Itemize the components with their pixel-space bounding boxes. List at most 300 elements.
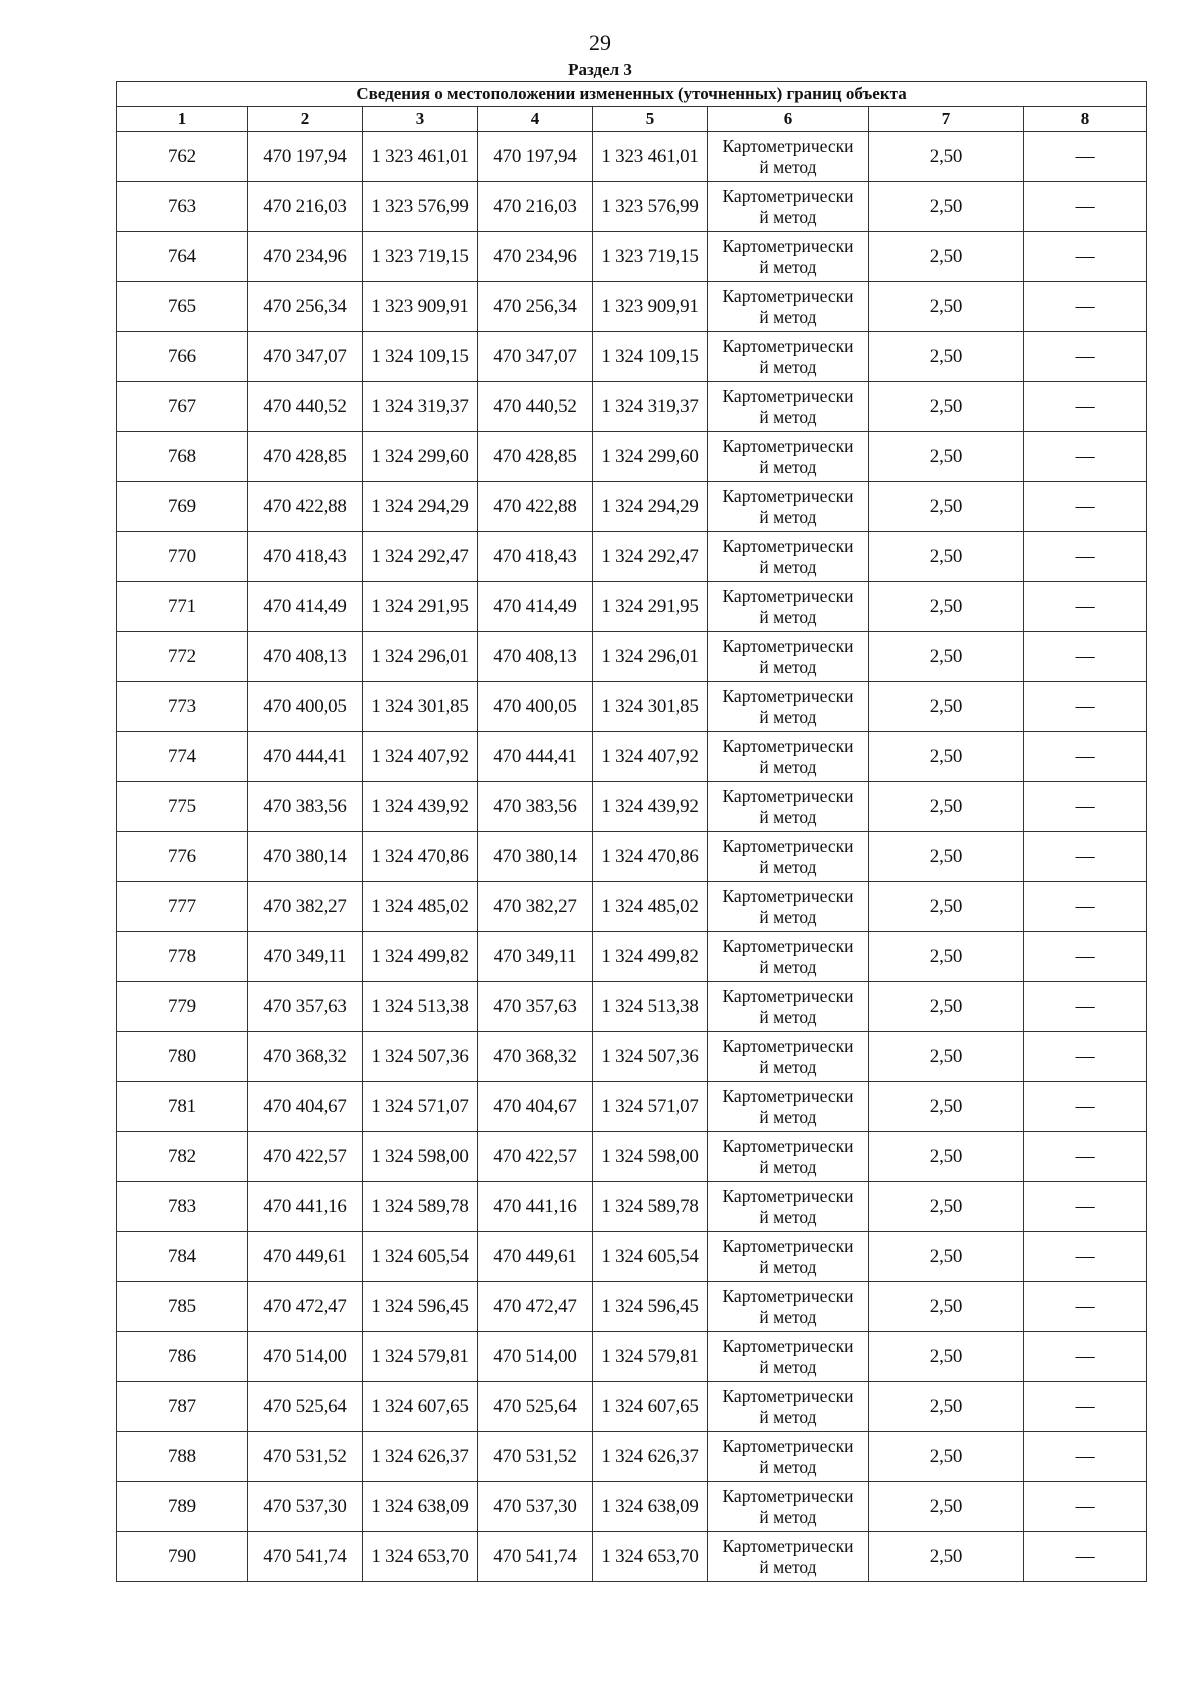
point-number-cell: 769 bbox=[117, 482, 248, 532]
method-text-line1: Картометрически bbox=[722, 285, 854, 306]
x-old-cell: 470 418,43 bbox=[248, 532, 363, 582]
method-text-line1: Картометрически bbox=[722, 435, 854, 456]
note-cell: — bbox=[1024, 132, 1147, 182]
x-new-cell: 470 428,85 bbox=[478, 432, 593, 482]
method-cell bbox=[708, 1282, 869, 1332]
x-new-cell: 470 197,94 bbox=[478, 132, 593, 182]
y-new-cell: 1 324 294,29 bbox=[593, 482, 708, 532]
x-new-cell: 470 440,52 bbox=[478, 382, 593, 432]
y-new-cell: 1 323 576,99 bbox=[593, 182, 708, 232]
x-new-cell: 470 256,34 bbox=[478, 282, 593, 332]
x-new-cell: 470 368,32 bbox=[478, 1032, 593, 1082]
x-old-cell: 470 197,94 bbox=[248, 132, 363, 182]
method-text-line2: й метод bbox=[759, 1456, 817, 1477]
accuracy-cell: 2,50 bbox=[869, 882, 1024, 932]
method-text-line1: Картометрически bbox=[722, 835, 854, 856]
method-text-line2: й метод bbox=[759, 1506, 817, 1527]
note-cell: — bbox=[1024, 382, 1147, 432]
method-text-line2: й метод bbox=[759, 1556, 817, 1577]
y-old-cell: 1 324 291,95 bbox=[363, 582, 478, 632]
method-text-line2: й метод bbox=[759, 156, 817, 177]
note-cell: — bbox=[1024, 1132, 1147, 1182]
x-old-cell: 470 441,16 bbox=[248, 1182, 363, 1232]
table-row bbox=[117, 1232, 1147, 1282]
method-cell bbox=[708, 1532, 869, 1582]
y-old-cell: 1 324 598,00 bbox=[363, 1132, 478, 1182]
y-new-cell: 1 324 485,02 bbox=[593, 882, 708, 932]
note-cell: — bbox=[1024, 1432, 1147, 1482]
method-text-line1: Картометрически bbox=[722, 1185, 854, 1206]
point-number-cell: 778 bbox=[117, 932, 248, 982]
table-row bbox=[117, 1482, 1147, 1532]
y-new-cell: 1 324 598,00 bbox=[593, 1132, 708, 1182]
table-row bbox=[117, 432, 1147, 482]
x-new-cell: 470 449,61 bbox=[478, 1232, 593, 1282]
note-cell: — bbox=[1024, 232, 1147, 282]
y-old-cell: 1 324 638,09 bbox=[363, 1482, 478, 1532]
y-old-cell: 1 324 299,60 bbox=[363, 432, 478, 482]
y-new-cell: 1 324 507,36 bbox=[593, 1032, 708, 1082]
method-text-line1: Картометрически bbox=[722, 135, 854, 156]
method-text-line1: Картометрически bbox=[722, 385, 854, 406]
method-text-line2: й метод bbox=[759, 606, 817, 627]
x-old-cell: 470 537,30 bbox=[248, 1482, 363, 1532]
point-number-cell: 781 bbox=[117, 1082, 248, 1132]
method-cell bbox=[708, 632, 869, 682]
point-number-cell: 773 bbox=[117, 682, 248, 732]
method-text-line2: й метод bbox=[759, 706, 817, 727]
accuracy-cell: 2,50 bbox=[869, 982, 1024, 1032]
x-new-cell: 470 525,64 bbox=[478, 1382, 593, 1432]
x-new-cell: 470 537,30 bbox=[478, 1482, 593, 1532]
y-old-cell: 1 324 626,37 bbox=[363, 1432, 478, 1482]
method-cell bbox=[708, 582, 869, 632]
table-row bbox=[117, 682, 1147, 732]
method-text-line2: й метод bbox=[759, 556, 817, 577]
method-text-line1: Картометрически bbox=[722, 1085, 854, 1106]
point-number-cell: 766 bbox=[117, 332, 248, 382]
method-cell bbox=[708, 1082, 869, 1132]
x-new-cell: 470 234,96 bbox=[478, 232, 593, 282]
y-new-cell: 1 324 439,92 bbox=[593, 782, 708, 832]
point-number-cell: 770 bbox=[117, 532, 248, 582]
method-cell bbox=[708, 1382, 869, 1432]
x-old-cell: 470 514,00 bbox=[248, 1332, 363, 1382]
y-old-cell: 1 324 485,02 bbox=[363, 882, 478, 932]
accuracy-cell: 2,50 bbox=[869, 782, 1024, 832]
method-text-line1: Картометрически bbox=[722, 485, 854, 506]
note-cell: — bbox=[1024, 682, 1147, 732]
table-row bbox=[117, 1432, 1147, 1482]
accuracy-cell: 2,50 bbox=[869, 182, 1024, 232]
x-old-cell: 470 422,57 bbox=[248, 1132, 363, 1182]
y-old-cell: 1 324 109,15 bbox=[363, 332, 478, 382]
method-cell bbox=[708, 182, 869, 232]
y-old-cell: 1 324 596,45 bbox=[363, 1282, 478, 1332]
y-new-cell: 1 324 319,37 bbox=[593, 382, 708, 432]
table-row bbox=[117, 732, 1147, 782]
y-old-cell: 1 324 294,29 bbox=[363, 482, 478, 532]
column-number-7: 7 bbox=[869, 107, 1024, 132]
accuracy-cell: 2,50 bbox=[869, 132, 1024, 182]
note-cell: — bbox=[1024, 582, 1147, 632]
y-old-cell: 1 324 507,36 bbox=[363, 1032, 478, 1082]
table-row bbox=[117, 232, 1147, 282]
method-text-line1: Картометрически bbox=[722, 885, 854, 906]
column-number-6: 6 bbox=[708, 107, 869, 132]
point-number-cell: 764 bbox=[117, 232, 248, 282]
note-cell: — bbox=[1024, 432, 1147, 482]
method-text-line1: Картометрически bbox=[722, 1435, 854, 1456]
note-cell: — bbox=[1024, 1482, 1147, 1532]
method-cell bbox=[708, 982, 869, 1032]
x-old-cell: 470 414,49 bbox=[248, 582, 363, 632]
note-cell: — bbox=[1024, 532, 1147, 582]
accuracy-cell: 2,50 bbox=[869, 332, 1024, 382]
x-old-cell: 470 234,96 bbox=[248, 232, 363, 282]
y-new-cell: 1 324 299,60 bbox=[593, 432, 708, 482]
table-row bbox=[117, 382, 1147, 432]
x-new-cell: 470 422,88 bbox=[478, 482, 593, 532]
method-text-line2: й метод bbox=[759, 1106, 817, 1127]
method-cell bbox=[708, 732, 869, 782]
y-new-cell: 1 324 292,47 bbox=[593, 532, 708, 582]
y-old-cell: 1 324 319,37 bbox=[363, 382, 478, 432]
method-text-line1: Картометрически bbox=[722, 1135, 854, 1156]
method-cell bbox=[708, 282, 869, 332]
x-old-cell: 470 347,07 bbox=[248, 332, 363, 382]
y-old-cell: 1 324 296,01 bbox=[363, 632, 478, 682]
accuracy-cell: 2,50 bbox=[869, 382, 1024, 432]
table-row bbox=[117, 782, 1147, 832]
note-cell: — bbox=[1024, 1232, 1147, 1282]
x-new-cell: 470 472,47 bbox=[478, 1282, 593, 1332]
y-new-cell: 1 324 638,09 bbox=[593, 1482, 708, 1532]
point-number-cell: 777 bbox=[117, 882, 248, 932]
x-new-cell: 470 404,67 bbox=[478, 1082, 593, 1132]
method-cell bbox=[708, 332, 869, 382]
x-old-cell: 470 428,85 bbox=[248, 432, 363, 482]
table-row bbox=[117, 1332, 1147, 1382]
y-old-cell: 1 324 513,38 bbox=[363, 982, 478, 1032]
y-old-cell: 1 324 605,54 bbox=[363, 1232, 478, 1282]
x-new-cell: 470 541,74 bbox=[478, 1532, 593, 1582]
x-old-cell: 470 408,13 bbox=[248, 632, 363, 682]
accuracy-cell: 2,50 bbox=[869, 932, 1024, 982]
x-old-cell: 470 472,47 bbox=[248, 1282, 363, 1332]
method-cell bbox=[708, 882, 869, 932]
x-new-cell: 470 383,56 bbox=[478, 782, 593, 832]
method-text-line1: Картометрически bbox=[722, 685, 854, 706]
point-number-cell: 789 bbox=[117, 1482, 248, 1532]
method-text-line2: й метод bbox=[759, 906, 817, 927]
y-old-cell: 1 324 470,86 bbox=[363, 832, 478, 882]
y-old-cell: 1 324 653,70 bbox=[363, 1532, 478, 1582]
point-number-cell: 772 bbox=[117, 632, 248, 682]
note-cell: — bbox=[1024, 332, 1147, 382]
table-row bbox=[117, 882, 1147, 932]
table-row bbox=[117, 1082, 1147, 1132]
method-text-line1: Картометрически bbox=[722, 585, 854, 606]
y-new-cell: 1 324 626,37 bbox=[593, 1432, 708, 1482]
method-text-line2: й метод bbox=[759, 656, 817, 677]
column-number-5: 5 bbox=[593, 107, 708, 132]
y-new-cell: 1 324 653,70 bbox=[593, 1532, 708, 1582]
accuracy-cell: 2,50 bbox=[869, 482, 1024, 532]
y-old-cell: 1 324 301,85 bbox=[363, 682, 478, 732]
method-text-line2: й метод bbox=[759, 806, 817, 827]
section-title: Раздел 3 bbox=[568, 60, 632, 79]
point-number-cell: 788 bbox=[117, 1432, 248, 1482]
method-cell bbox=[708, 1182, 869, 1232]
note-cell: — bbox=[1024, 882, 1147, 932]
x-new-cell: 470 531,52 bbox=[478, 1432, 593, 1482]
accuracy-cell: 2,50 bbox=[869, 1332, 1024, 1382]
column-number-2: 2 bbox=[248, 107, 363, 132]
y-new-cell: 1 324 571,07 bbox=[593, 1082, 708, 1132]
method-text-line2: й метод bbox=[759, 456, 817, 477]
method-text-line2: й метод bbox=[759, 1206, 817, 1227]
table-row bbox=[117, 832, 1147, 882]
method-text-line1: Картометрически bbox=[722, 185, 854, 206]
method-text-line2: й метод bbox=[759, 206, 817, 227]
method-text-line2: й метод bbox=[759, 1056, 817, 1077]
point-number-cell: 782 bbox=[117, 1132, 248, 1182]
method-text-line2: й метод bbox=[759, 256, 817, 277]
point-number-cell: 780 bbox=[117, 1032, 248, 1082]
y-new-cell: 1 324 589,78 bbox=[593, 1182, 708, 1232]
y-old-cell: 1 324 439,92 bbox=[363, 782, 478, 832]
x-new-cell: 470 444,41 bbox=[478, 732, 593, 782]
y-new-cell: 1 324 301,85 bbox=[593, 682, 708, 732]
x-old-cell: 470 449,61 bbox=[248, 1232, 363, 1282]
table-row bbox=[117, 182, 1147, 232]
x-new-cell: 470 408,13 bbox=[478, 632, 593, 682]
table-row bbox=[117, 282, 1147, 332]
method-text-line2: й метод bbox=[759, 306, 817, 327]
method-text-line1: Картометрически bbox=[722, 1485, 854, 1506]
y-old-cell: 1 324 579,81 bbox=[363, 1332, 478, 1382]
accuracy-cell: 2,50 bbox=[869, 832, 1024, 882]
method-text-line1: Картометрически bbox=[722, 535, 854, 556]
table-row bbox=[117, 1382, 1147, 1432]
y-new-cell: 1 323 909,91 bbox=[593, 282, 708, 332]
method-text-line2: й метод bbox=[759, 1156, 817, 1177]
y-new-cell: 1 324 579,81 bbox=[593, 1332, 708, 1382]
x-new-cell: 470 349,11 bbox=[478, 932, 593, 982]
method-text-line1: Картометрически bbox=[722, 1385, 854, 1406]
method-text-line1: Картометрически bbox=[722, 1335, 854, 1356]
method-cell bbox=[708, 1482, 869, 1532]
table-row bbox=[117, 582, 1147, 632]
x-new-cell: 470 380,14 bbox=[478, 832, 593, 882]
method-cell bbox=[708, 1032, 869, 1082]
y-new-cell: 1 324 407,92 bbox=[593, 732, 708, 782]
x-new-cell: 470 382,27 bbox=[478, 882, 593, 932]
method-text-line1: Картометрически bbox=[722, 235, 854, 256]
method-cell bbox=[708, 1432, 869, 1482]
accuracy-cell: 2,50 bbox=[869, 732, 1024, 782]
note-cell: — bbox=[1024, 182, 1147, 232]
note-cell: — bbox=[1024, 982, 1147, 1032]
note-cell: — bbox=[1024, 1382, 1147, 1432]
accuracy-cell: 2,50 bbox=[869, 1482, 1024, 1532]
note-cell: — bbox=[1024, 782, 1147, 832]
method-cell bbox=[708, 832, 869, 882]
method-cell bbox=[708, 432, 869, 482]
table-row bbox=[117, 1132, 1147, 1182]
accuracy-cell: 2,50 bbox=[869, 1532, 1024, 1582]
note-cell: — bbox=[1024, 1282, 1147, 1332]
table-row bbox=[117, 1532, 1147, 1582]
method-text-line2: й метод bbox=[759, 1406, 817, 1427]
x-old-cell: 470 440,52 bbox=[248, 382, 363, 432]
note-cell: — bbox=[1024, 1532, 1147, 1582]
x-old-cell: 470 404,67 bbox=[248, 1082, 363, 1132]
method-text-line2: й метод bbox=[759, 1356, 817, 1377]
method-text-line1: Картометрически bbox=[722, 635, 854, 656]
y-new-cell: 1 324 291,95 bbox=[593, 582, 708, 632]
method-cell bbox=[708, 682, 869, 732]
x-new-cell: 470 418,43 bbox=[478, 532, 593, 582]
table-body bbox=[117, 132, 1147, 1582]
page-number: 29 bbox=[589, 30, 611, 55]
method-text-line2: й метод bbox=[759, 1256, 817, 1277]
y-new-cell: 1 324 499,82 bbox=[593, 932, 708, 982]
x-old-cell: 470 383,56 bbox=[248, 782, 363, 832]
x-new-cell: 470 441,16 bbox=[478, 1182, 593, 1232]
x-old-cell: 470 216,03 bbox=[248, 182, 363, 232]
accuracy-cell: 2,50 bbox=[869, 1232, 1024, 1282]
method-cell bbox=[708, 232, 869, 282]
y-old-cell: 1 324 292,47 bbox=[363, 532, 478, 582]
point-number-cell: 785 bbox=[117, 1282, 248, 1332]
y-new-cell: 1 323 719,15 bbox=[593, 232, 708, 282]
point-number-cell: 768 bbox=[117, 432, 248, 482]
method-text-line2: й метод bbox=[759, 1306, 817, 1327]
point-number-cell: 779 bbox=[117, 982, 248, 1032]
table-row bbox=[117, 1182, 1147, 1232]
y-old-cell: 1 324 607,65 bbox=[363, 1382, 478, 1432]
x-new-cell: 470 347,07 bbox=[478, 332, 593, 382]
table-title: Сведения о местоположении измененных (уточненных) границ объекта bbox=[117, 82, 1147, 107]
x-old-cell: 470 400,05 bbox=[248, 682, 363, 732]
method-text-line1: Картометрически bbox=[722, 1535, 854, 1556]
method-text-line2: й метод bbox=[759, 756, 817, 777]
method-cell bbox=[708, 932, 869, 982]
y-new-cell: 1 324 607,65 bbox=[593, 1382, 708, 1432]
y-new-cell: 1 324 596,45 bbox=[593, 1282, 708, 1332]
method-text-line1: Картометрически bbox=[722, 735, 854, 756]
accuracy-cell: 2,50 bbox=[869, 1432, 1024, 1482]
point-number-cell: 762 bbox=[117, 132, 248, 182]
note-cell: — bbox=[1024, 1182, 1147, 1232]
accuracy-cell: 2,50 bbox=[869, 282, 1024, 332]
method-cell bbox=[708, 1332, 869, 1382]
x-old-cell: 470 380,14 bbox=[248, 832, 363, 882]
accuracy-cell: 2,50 bbox=[869, 1132, 1024, 1182]
point-number-cell: 765 bbox=[117, 282, 248, 332]
table-row bbox=[117, 132, 1147, 182]
y-new-cell: 1 324 296,01 bbox=[593, 632, 708, 682]
y-old-cell: 1 323 461,01 bbox=[363, 132, 478, 182]
table-row bbox=[117, 632, 1147, 682]
x-new-cell: 470 400,05 bbox=[478, 682, 593, 732]
x-new-cell: 470 422,57 bbox=[478, 1132, 593, 1182]
method-cell bbox=[708, 782, 869, 832]
x-old-cell: 470 382,27 bbox=[248, 882, 363, 932]
table-row bbox=[117, 932, 1147, 982]
y-new-cell: 1 323 461,01 bbox=[593, 132, 708, 182]
method-text-line2: й метод bbox=[759, 406, 817, 427]
point-number-cell: 786 bbox=[117, 1332, 248, 1382]
boundary-coordinates-table bbox=[116, 81, 1147, 1582]
y-new-cell: 1 324 513,38 bbox=[593, 982, 708, 1032]
accuracy-cell: 2,50 bbox=[869, 432, 1024, 482]
x-new-cell: 470 357,63 bbox=[478, 982, 593, 1032]
point-number-cell: 787 bbox=[117, 1382, 248, 1432]
table-title-row bbox=[117, 82, 1147, 107]
column-number-3: 3 bbox=[363, 107, 478, 132]
table-row bbox=[117, 532, 1147, 582]
method-text-line1: Картометрически bbox=[722, 985, 854, 1006]
y-old-cell: 1 324 407,92 bbox=[363, 732, 478, 782]
x-new-cell: 470 216,03 bbox=[478, 182, 593, 232]
note-cell: — bbox=[1024, 632, 1147, 682]
accuracy-cell: 2,50 bbox=[869, 582, 1024, 632]
x-old-cell: 470 541,74 bbox=[248, 1532, 363, 1582]
table-row bbox=[117, 482, 1147, 532]
y-old-cell: 1 324 499,82 bbox=[363, 932, 478, 982]
accuracy-cell: 2,50 bbox=[869, 1382, 1024, 1432]
point-number-cell: 790 bbox=[117, 1532, 248, 1582]
point-number-cell: 775 bbox=[117, 782, 248, 832]
method-text-line1: Картометрически bbox=[722, 335, 854, 356]
method-cell bbox=[708, 1132, 869, 1182]
y-old-cell: 1 323 576,99 bbox=[363, 182, 478, 232]
point-number-cell: 784 bbox=[117, 1232, 248, 1282]
x-old-cell: 470 422,88 bbox=[248, 482, 363, 532]
note-cell: — bbox=[1024, 1082, 1147, 1132]
method-cell bbox=[708, 482, 869, 532]
x-old-cell: 470 368,32 bbox=[248, 1032, 363, 1082]
y-new-cell: 1 324 109,15 bbox=[593, 332, 708, 382]
column-number-8: 8 bbox=[1024, 107, 1147, 132]
point-number-cell: 767 bbox=[117, 382, 248, 432]
accuracy-cell: 2,50 bbox=[869, 1032, 1024, 1082]
note-cell: — bbox=[1024, 732, 1147, 782]
method-text-line1: Картометрически bbox=[722, 785, 854, 806]
y-new-cell: 1 324 470,86 bbox=[593, 832, 708, 882]
method-text-line1: Картометрически bbox=[722, 1035, 854, 1056]
point-number-cell: 774 bbox=[117, 732, 248, 782]
note-cell: — bbox=[1024, 832, 1147, 882]
method-cell bbox=[708, 532, 869, 582]
x-old-cell: 470 357,63 bbox=[248, 982, 363, 1032]
accuracy-cell: 2,50 bbox=[869, 232, 1024, 282]
point-number-cell: 771 bbox=[117, 582, 248, 632]
x-new-cell: 470 414,49 bbox=[478, 582, 593, 632]
accuracy-cell: 2,50 bbox=[869, 682, 1024, 732]
x-old-cell: 470 525,64 bbox=[248, 1382, 363, 1432]
x-old-cell: 470 256,34 bbox=[248, 282, 363, 332]
table-row bbox=[117, 982, 1147, 1032]
method-text-line2: й метод bbox=[759, 956, 817, 977]
note-cell: — bbox=[1024, 282, 1147, 332]
point-number-cell: 776 bbox=[117, 832, 248, 882]
column-number-row bbox=[117, 107, 1147, 132]
method-text-line2: й метод bbox=[759, 1006, 817, 1027]
